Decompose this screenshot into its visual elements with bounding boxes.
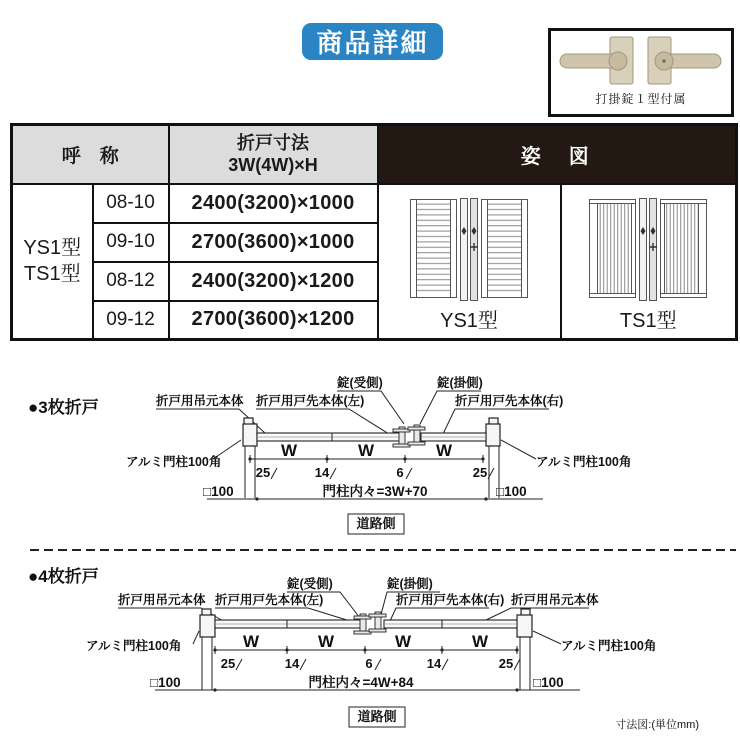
lock-receive-label: 錠(受側)	[337, 376, 383, 390]
size-cell: 2700(3600)×1000	[169, 223, 378, 262]
ts1-door-image	[589, 198, 707, 301]
lock-hardware-figure	[548, 28, 734, 117]
code-cell: 08-12	[93, 262, 169, 301]
right-handle-icon	[648, 37, 721, 84]
inner-dim-3: 門柱内々=3W+70	[322, 484, 428, 499]
lock-figure-caption: 打掛錠１型付属	[595, 92, 687, 106]
size-cell: 2400(3200)×1000	[169, 184, 378, 223]
code-cell: 08-10	[93, 184, 169, 223]
post-size-right: □100	[533, 675, 564, 690]
hinge-body-label: 折戸用吊元本体	[156, 394, 244, 408]
post-label-left: アルミ門柱100角	[126, 455, 222, 469]
series-ys1: YS1型	[23, 237, 82, 260]
post-label-right: アルミ門柱100角	[536, 455, 632, 469]
dim-14: 14	[426, 656, 442, 671]
size-cell: 2400(3200)×1200	[169, 262, 378, 301]
page-title: 商品詳細	[302, 23, 443, 60]
w-dim: W	[435, 441, 453, 460]
lock-handles-image	[552, 33, 730, 89]
ys1-door-image	[410, 198, 528, 301]
post-size-left: □100	[150, 675, 181, 690]
leaf-left-label: 折戸用戸先本体(左)	[256, 394, 365, 408]
dim-14: 14	[314, 465, 330, 480]
lock-hook-label: 錠(掛側)	[437, 376, 483, 390]
w-dim: W	[394, 632, 412, 651]
code-cell: 09-10	[93, 223, 169, 262]
left-handle-icon	[560, 37, 633, 84]
dim-slashes	[271, 468, 494, 479]
post-size-left: □100	[203, 484, 234, 499]
post-size-right: □100	[496, 484, 527, 499]
hinge-body-label-left: 折戸用吊元本体	[118, 593, 206, 607]
figure-cell-ys1	[378, 184, 561, 340]
gate-bar	[257, 433, 486, 441]
size-cell: 2700(3600)×1200	[169, 301, 378, 340]
header-size	[169, 125, 378, 184]
dim-25: 25	[255, 465, 271, 480]
figure-cell-ts1	[561, 184, 737, 340]
header-figure: 姿 図	[378, 125, 737, 184]
unit-note: 寸法図:(単位mm)	[615, 719, 699, 731]
w-dim: W	[357, 441, 375, 460]
ground-dot	[213, 688, 216, 691]
table-row	[12, 184, 737, 223]
diagram4-title: ●4枚折戸	[28, 567, 99, 586]
dim-25: 25	[472, 465, 488, 480]
three-panel-diagram	[0, 352, 740, 560]
w-dim: W	[471, 632, 489, 651]
dim-25: 25	[220, 656, 236, 671]
dim-6: 6	[396, 465, 404, 480]
lock-hook-label: 錠(掛側)	[387, 577, 433, 591]
leaf-left-label: 折戸用戸先本体(左)	[215, 593, 324, 607]
ground-dot	[515, 688, 518, 691]
diagram3-title: ●3枚折戸	[28, 398, 99, 417]
ground-dot	[255, 497, 258, 500]
four-panel-diagram	[0, 558, 740, 740]
post-label-left: アルミ門柱100角	[86, 639, 182, 653]
lock-receive-label: 錠(受側)	[287, 577, 333, 591]
series-ts1: TS1型	[23, 263, 81, 286]
inner-dim-4: 門柱内々=4W+84	[308, 675, 414, 690]
dim-6: 6	[365, 656, 373, 671]
spec-table	[10, 123, 738, 341]
section-divider	[30, 549, 736, 551]
dim-slashes	[236, 659, 520, 670]
figure-label-ys1: YS1型	[440, 309, 498, 332]
code-cell: 09-12	[93, 301, 169, 340]
road-side-label: 道路側	[356, 516, 396, 531]
ground-dot	[484, 497, 487, 500]
header-size-line1: 折戸寸法	[237, 132, 310, 153]
header-size-line2: 3W(4W)×H	[228, 155, 318, 176]
w-dim: W	[317, 632, 335, 651]
hinge-body-label-right: 折戸用吊元本体	[511, 593, 599, 607]
w-dim: W	[280, 441, 298, 460]
series-cell	[12, 184, 93, 340]
road-side-label: 道路側	[357, 709, 397, 724]
figure-label-ts1: TS1型	[619, 309, 677, 332]
dim-14: 14	[284, 656, 300, 671]
leaf-right-label: 折戸用戸先本体(右)	[455, 394, 564, 408]
leaf-right-label: 折戸用戸先本体(右)	[396, 593, 505, 607]
dim-25: 25	[498, 656, 514, 671]
post-label-right: アルミ門柱100角	[561, 639, 657, 653]
header-name: 呼 称	[12, 125, 169, 184]
w-dim: W	[242, 632, 260, 651]
